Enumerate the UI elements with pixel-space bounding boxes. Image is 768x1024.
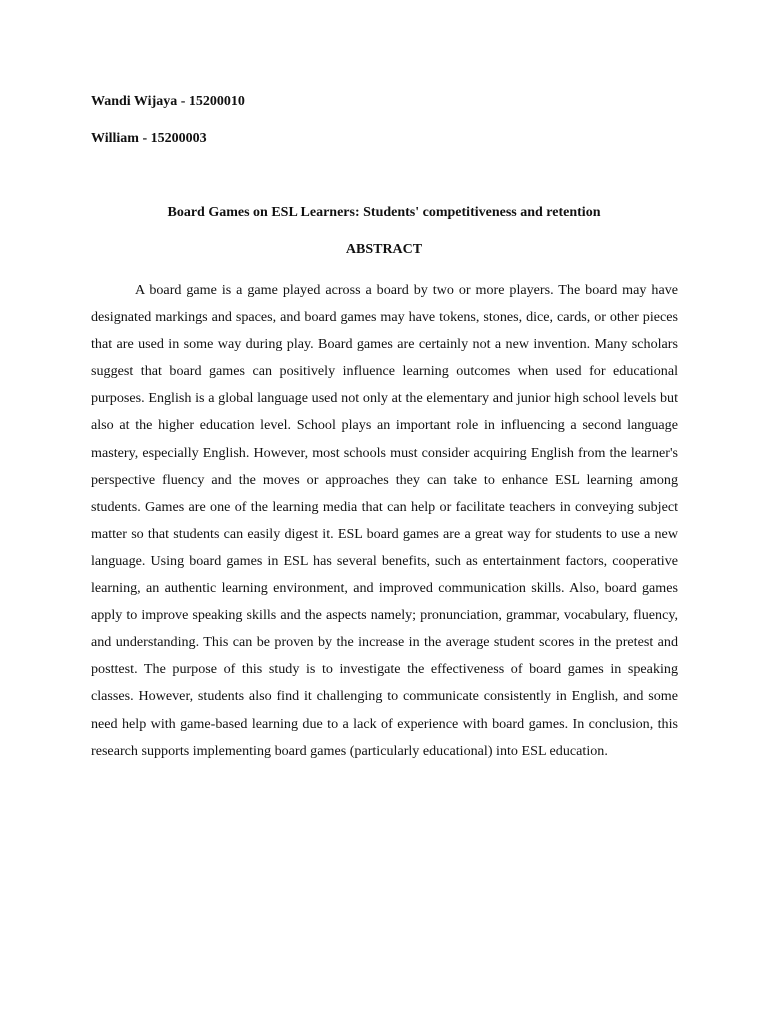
abstract-heading: ABSTRACT [345, 242, 423, 257]
paper-title: Board Games on ESL Learners: Students' competitiveness and retention [167, 205, 601, 220]
author-line: Wandi Wijaya - 15200010 [91, 94, 245, 109]
author-line: William - 15200003 [91, 131, 207, 146]
abstract-paragraph: A board game is a game played across a board by two or more players. The board may have designated markings and spaces, and board games may have tokens, stones, dice, cards, or other pieces that are used in some way during play. Board games are certainly not a new invention. Many scholars suggest that board games can positively influence learning outcomes when used for educational purposes. English is a global language used not only at the elementary and junior high school levels but also at the higher education level. School plays an important role in influencing a second language mastery, especially English. However, most schools must consider acquiring English from the learner's perspective fluency and the moves or approaches they can take to enhance ESL learning among students. Games are one of the learning media that can help or facilitate teachers in conveying subject matter so that students can easily digest it. ESL board games are a great way for students to use a new language. Using board games in ESL has several benefits, such as entertainment factors, cooperative learning, an authentic learning environment, and improved communication skills. Also, board games apply to improve speaking skills and the aspects namely; pronunciation, grammar, vocabulary, fluency, and understanding. This can be proven by the increase in the average student scores in the pretest and posttest. The purpose of this study is to investigate the effectiveness of board games in speaking classes. However, students also find it challenging to communicate consistently in English, and some need help with game-based learning due to a lack of experience with board games. In conclusion, this research supports implementing board games (particularly educational) into ESL education. [91, 282, 678, 759]
